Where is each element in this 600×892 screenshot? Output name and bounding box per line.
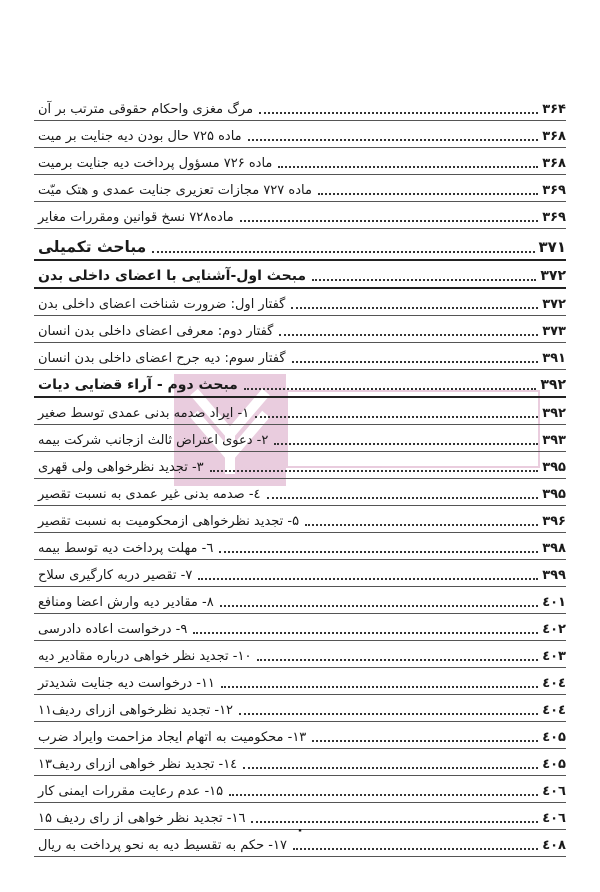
toc-entry[interactable]	[34, 533, 566, 560]
dot-leader	[255, 416, 538, 418]
dot-leader	[293, 848, 538, 850]
dot-leader	[220, 605, 538, 607]
toc-entry-page: ۳۶۸	[542, 156, 566, 171]
dot-leader	[291, 307, 538, 309]
toc-entry-title: ۲- دعوی اعتراض ثالث ازجانب شرکت بیمه	[38, 433, 269, 448]
toc-entry-page: ٤۰۱	[542, 595, 566, 610]
dot-leader	[318, 193, 538, 195]
toc-entry[interactable]	[34, 343, 566, 370]
toc-entry[interactable]	[34, 289, 566, 316]
toc-entry-title: ماده۷۲۸ نسخ قوانین ومقررات مغایر	[38, 210, 234, 225]
toc-entry-title: ۵- تجدید نظرخواهی ازمحکومیت به نسبت تقصیر	[38, 514, 300, 529]
dot-leader	[305, 524, 538, 526]
toc-entry-title: ٤- صدمه بدنی غیر عمدی به نسبت تقصیر	[38, 487, 261, 502]
toc-entry[interactable]	[34, 148, 566, 175]
dot-leader	[312, 279, 536, 281]
toc-entry-page: ۳۶۴	[542, 102, 566, 117]
toc-entry-title: ۱۲- تجدید نظرخواهی ازرای ردیف۱۱	[38, 703, 234, 718]
dot-leader	[198, 578, 538, 580]
toc-entry[interactable]	[34, 776, 566, 803]
toc-entry-page: ٤۰۸	[542, 838, 566, 853]
toc-entry[interactable]	[34, 398, 566, 425]
toc-entry-title: ۱۵- عدم رعایت مقررات ایمنی کار	[38, 784, 224, 799]
toc-entry-page: ۳۹۲	[542, 406, 566, 421]
toc-entry[interactable]	[34, 121, 566, 148]
toc-entry-title: ۳- تجدید نظرخواهی ولی قهری	[38, 460, 204, 475]
page-number: ۰	[295, 822, 305, 838]
toc-entry-title: مبحث اول-آشنایی با اعضای داخلی بدن	[38, 268, 307, 284]
toc-entry[interactable]	[34, 94, 566, 121]
toc-entry-page: ۳۹۸	[542, 541, 566, 556]
toc-entry[interactable]	[34, 587, 566, 614]
dot-leader	[274, 443, 538, 445]
toc-entry[interactable]	[34, 229, 566, 261]
toc-entry[interactable]	[34, 641, 566, 668]
toc-entry-page: ۳۹۲	[540, 377, 566, 393]
dot-leader	[292, 361, 539, 363]
dot-leader	[219, 551, 538, 553]
toc-entry-page: ۳۶۸	[542, 129, 566, 144]
toc-entry-page: ۳۷۲	[542, 297, 566, 312]
dot-leader	[279, 334, 538, 336]
toc-entry-page: ۳۹۵	[542, 460, 566, 475]
toc-entry-page: ۳۹۳	[542, 433, 566, 448]
toc-entry-title: مرگ مغزی واحکام حقوقی مترتب بر آن	[38, 102, 254, 117]
toc-entry-page: ۳۹۹	[542, 568, 566, 583]
dot-leader	[193, 632, 538, 634]
toc-entry-page: ۳۷۲	[540, 268, 566, 284]
dot-leader	[278, 166, 538, 168]
toc-entry[interactable]	[34, 316, 566, 343]
toc-entry-title: ماده ۷۲۷ مجازات تعزیری جنایت عمدی و هتک میّت	[38, 183, 312, 198]
toc-entry-page: ۳۶۹	[542, 183, 566, 198]
toc-entry-title: مبحث دوم - آراء قضایی دیات	[38, 377, 238, 393]
toc-entry-title: ۱۳- محکومیت به اتهام ایجاد مزاحمت وایراد ضرب	[38, 730, 307, 745]
toc-entry-title: مباحث تکمیلی	[38, 238, 147, 256]
toc-entry-title: ماده ۷۲۵ حال بودن دیه جنایت بر میت	[38, 129, 242, 144]
toc-entry-page: ۳۹۶	[542, 514, 566, 529]
toc-entry-page: ٤۰۲	[542, 622, 566, 637]
toc-entry-page: ٤۰۳	[542, 649, 566, 664]
dot-leader	[244, 388, 537, 390]
dot-leader	[210, 470, 539, 472]
dot-leader	[257, 659, 538, 661]
table-of-contents	[34, 94, 566, 857]
toc-entry-title: گفتار اول: ضرورت شناخت اعضای داخلی بدن	[38, 297, 286, 312]
toc-entry[interactable]	[34, 749, 566, 776]
toc-entry-page: ٤۰٤	[542, 676, 566, 691]
toc-entry-title: گفتار دوم: معرفی اعضای داخلی بدن انسان	[38, 324, 274, 339]
toc-entry-page: ۳۷۱	[538, 238, 566, 256]
toc-entry[interactable]	[34, 668, 566, 695]
toc-entry-title: گفتار سوم: دیه جرح اعضای داخلی بدن انسان	[38, 351, 286, 366]
toc-entry[interactable]	[34, 722, 566, 749]
toc-entry-title: ۷- تقصیر دربه کارگیری سلاح	[38, 568, 193, 583]
toc-entry-title: ۱٦- تجدید نظر خواهی از رای ردیف ۱۵	[38, 811, 246, 826]
dot-leader	[240, 220, 538, 222]
toc-entry-page: ۳۹۵	[542, 487, 566, 502]
toc-entry-title: ۱۷- حکم به تقسیط دیه به نحو پرداخت به ریال	[38, 838, 287, 853]
toc-entry[interactable]	[34, 202, 566, 229]
toc-entry[interactable]	[34, 695, 566, 722]
dot-leader	[259, 112, 538, 114]
toc-entry[interactable]	[34, 506, 566, 533]
dot-leader	[229, 794, 538, 796]
toc-entry-page: ٤۰٦	[542, 784, 566, 799]
toc-entry[interactable]	[34, 479, 566, 506]
toc-entry-title: ماده ۷۲۶ مسؤول پرداخت دیه جنایت برمیت	[38, 156, 273, 171]
toc-entry-page: ٤۰۵	[542, 757, 566, 772]
toc-entry[interactable]	[34, 425, 566, 452]
toc-entry-page: ٤۰٦	[542, 811, 566, 826]
toc-entry-title: ٦- مهلت پرداخت دیه توسط بیمه	[38, 541, 214, 556]
dot-leader	[243, 767, 538, 769]
toc-entry-page: ۳۶۹	[542, 210, 566, 225]
toc-entry-title: ۹- درخواست اعاده دادرسی	[38, 622, 188, 637]
toc-entry[interactable]	[34, 560, 566, 587]
dot-leader	[239, 713, 538, 715]
dot-leader	[152, 251, 534, 253]
toc-entry-title: ۱۰- تجدید نظر خواهی درباره مقادیر دیه	[38, 649, 252, 664]
toc-entry-title: ۱- ایراد صدمه بدنی عمدی توسط صغیر	[38, 406, 250, 421]
toc-entry-page: ۳۷۳	[542, 324, 566, 339]
toc-entry[interactable]	[34, 370, 566, 398]
toc-entry[interactable]	[34, 614, 566, 641]
toc-entry[interactable]	[34, 452, 566, 479]
dot-leader	[221, 686, 538, 688]
dot-leader	[312, 740, 538, 742]
toc-entry-page: ٤۰۵	[542, 730, 566, 745]
toc-entry[interactable]	[34, 175, 566, 202]
dot-leader	[248, 139, 539, 141]
toc-entry-page: ۳۹۱	[542, 351, 566, 366]
toc-entry[interactable]	[34, 261, 566, 289]
toc-entry-title: ۸- مقادیر دیه وارش اعضا ومنافع	[38, 595, 214, 610]
toc-entry-page: ٤۰٤	[542, 703, 566, 718]
toc-entry-title: ۱۱- درخواست دیه جنایت شدیدتر	[38, 676, 215, 691]
dot-leader	[267, 497, 539, 499]
toc-entry-title: ۱٤- تجدید نظر خواهی ازرای ردیف۱۳	[38, 757, 238, 772]
